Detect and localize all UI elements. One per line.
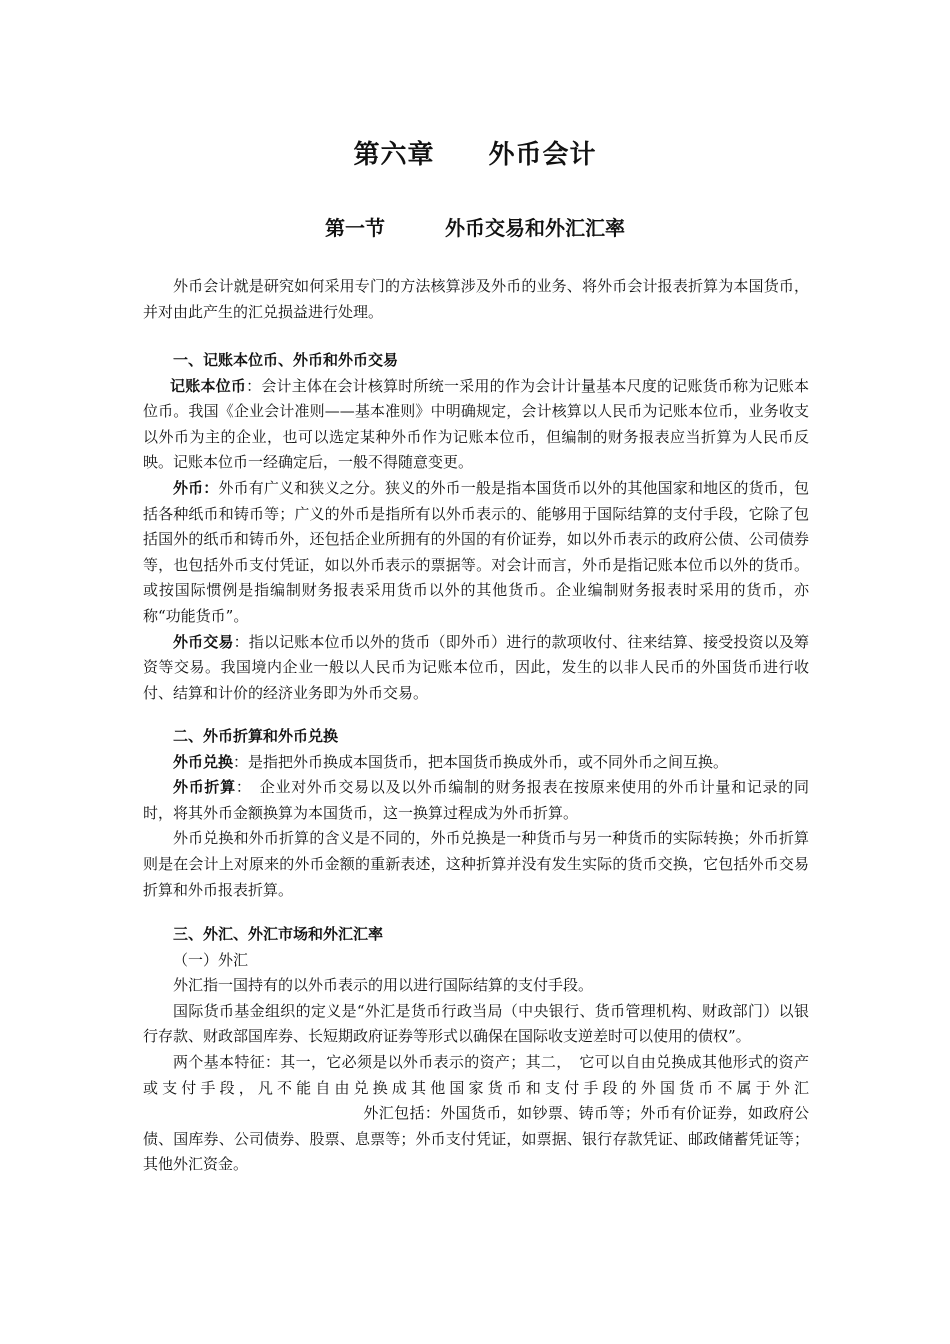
part1-para3-text: ：指以记账本位币以外的货币（即外币）进行的款项收付、往来结算、接受投资以及筹资等交易。我国境内企业一般以人民币为记账本位币，因此，发生的以非人民币的外国货币进行收付、结算和计价的经济业务即为外币交易。 xyxy=(143,632,809,702)
part3-para-imf-definition: 国际货币基金组织的定义是“外汇是货币行政当局（中央银行、货币管理机构、财政部门）以银行存款、财政部国库券、长短期政府证券等形式以确保在国际收支逆差时可以使用的债权”。 xyxy=(143,1001,809,1046)
part3-para-features xyxy=(143,1050,809,1178)
term-foreign-currency: 外币： xyxy=(173,478,219,497)
chapter-title: 第六章 外币会计 xyxy=(353,140,597,170)
term-foreign-transaction: 外币交易 xyxy=(173,632,234,651)
part3-para3-text-a: 两个基本特征：其一，它必须是以外币表示的资产；其二， 它可以自由兑换成其他形式的资产或支付手段，凡不能自由兑换成其他国家货币和支付手段的外国货币不属于外汇 xyxy=(143,1052,809,1097)
part1-para1-text: ：会计主体在会计核算时所统一采用的作为会计计量基本尺度的记账货币称为记账本位币。我国《企业会计准则——基本准则》中明确规定，会计核算以人民币为记账本位币，业务收支以外币为主的企业，也可以选定某种外币作为记账本位币，但编制的财务报表应当折算为人民币反映。记账本位币一经确定后，一般不得随意变更。 xyxy=(143,376,809,472)
intro-block xyxy=(143,274,809,325)
part2-para2-text: ： 企业对外币交易以及以外币编制的财务报表在按原来使用的外币计量和记录的同时，将其外币金额换算为本国货币，这一换算过程成为外币折算。 xyxy=(143,778,809,822)
term-currency-exchange: 外币兑换 xyxy=(173,752,234,771)
intro-paragraph: 外币会计就是研究如何采用专门的方法核算涉及外币的业务、将外币会计报表折算为本国货币，并对由此产生的汇兑损益进行处理。 xyxy=(143,277,809,321)
part2-para-difference: 外币兑换和外币折算的含义是不同的，外币兑换是一种货币与另一种货币的实际转换；外币折算则是在会计上对原来的外币金额的重新表述，这种折算并没有发生实际的货币交换，它包括外币交易折算和外币报表折算。 xyxy=(143,829,809,899)
part3-para3-text-b: 外汇包括：外国货币，如钞票、铸币等；外币有价证券，如政府公债、国库券、公司债券、股票、息票等；外币支付凭证，如票据、银行存款凭证、邮政储蓄凭证等；其他外汇资金。 xyxy=(143,1104,809,1174)
part1-para-base-currency xyxy=(143,374,809,476)
part1-para-foreign-currency xyxy=(143,476,809,630)
part3-block xyxy=(143,922,809,1178)
part3-heading: 三、外汇、外汇市场和外汇汇率 xyxy=(173,925,384,943)
part2-para-exchange xyxy=(143,750,809,776)
part2-para-translation xyxy=(143,775,809,826)
term-base-currency: 记账本位币 xyxy=(170,376,247,395)
part1-heading: 一、记账本位币、外币和外币交易 xyxy=(173,351,399,369)
part1-para-foreign-transaction xyxy=(143,630,809,707)
part1-block xyxy=(143,348,809,706)
part2-block xyxy=(143,724,809,903)
part2-para1-text: ：是指把外币换成本国货币，把本国货币换成外币，或不同外币之间互换。 xyxy=(233,752,729,771)
part1-para2-text: 外币有广义和狭义之分。狭义的外币一般是指本国货币以外的其他国家和地区的货币，包括各种纸币和铸币等；广义的外币是指所有以外币表示的、能够用于国际结算的支付手段，它除了包括国外的纸币和铸币外，还包括企业所拥有的外国的有价证券，如以外币表示的政府公债、公司债券等，也包括外币支付凭证，如以外币表示的票据等。对会计而言，外币是指记账本位币以外的货币。或按国际惯例是指编制财务报表采用货币以外的其他货币。企业编制财务报表时采用的货币，亦称“功能货币”。 xyxy=(143,478,809,625)
part3-para-definition: 外汇指一国持有的以外币表示的用以进行国际结算的支付手段。 xyxy=(173,976,594,995)
term-currency-translation: 外币折算 xyxy=(173,778,236,797)
section-title: 第一节 外币交易和外汇汇率 xyxy=(325,216,625,240)
part3-subheading-forex: （一）外汇 xyxy=(173,950,249,969)
part2-heading: 二、外币折算和外币兑换 xyxy=(173,727,339,745)
